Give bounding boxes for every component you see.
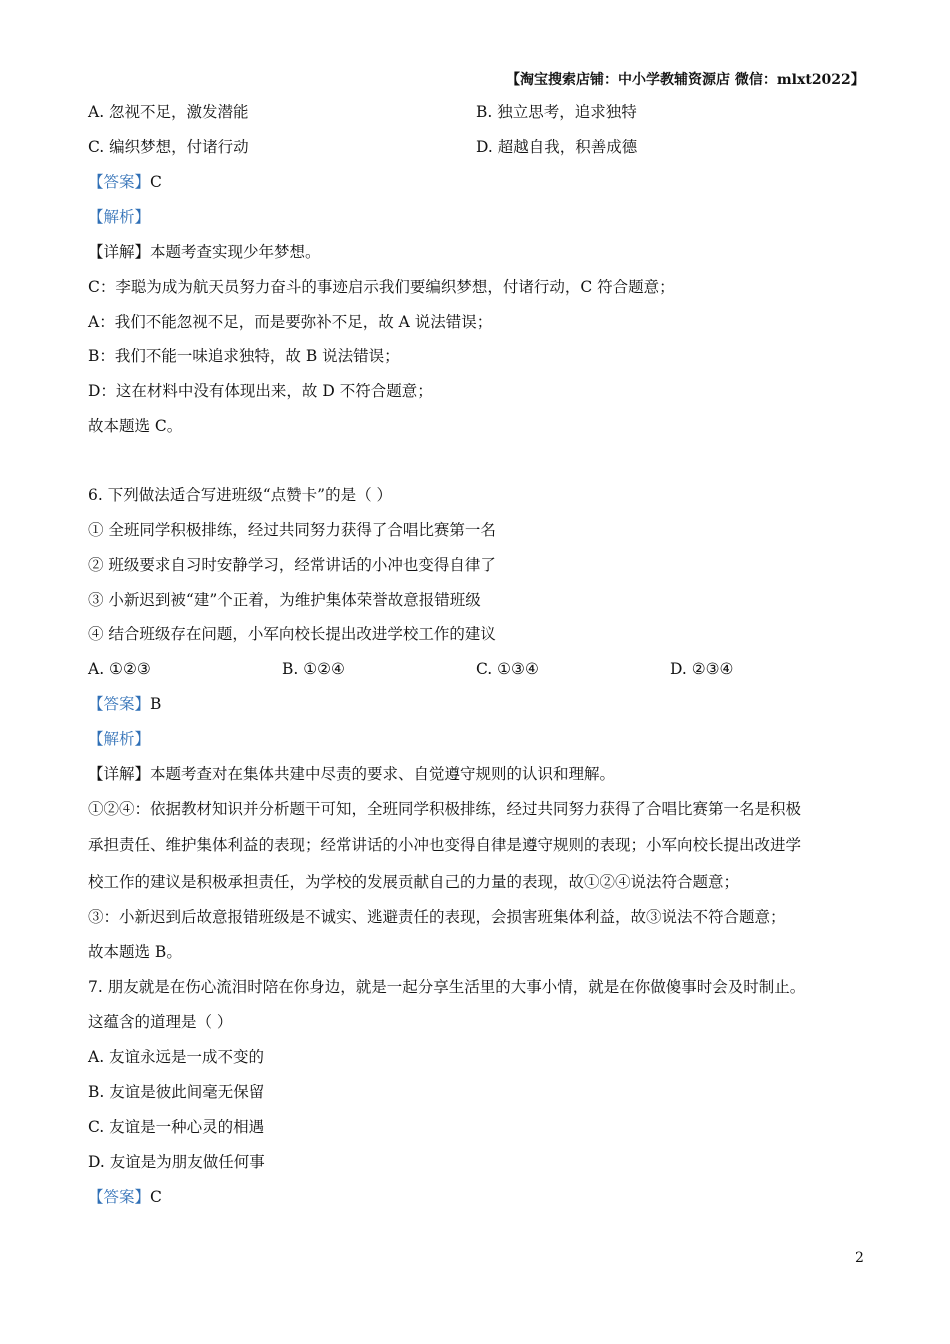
q7-stem: 7. 朋友就是在伤心流泪时陪在你身边，就是一起分享生活里的大事小情，就是在你做傻事时会及时制止。 — [88, 978, 806, 996]
q6-item: ② 班级要求自习时安静学习，经常讲话的小冲也变得自律了 — [88, 556, 496, 574]
q7-option-a: A. 友谊永远是一成不变的 — [88, 1048, 265, 1066]
q5-explanation-line: 故本题选 C。 — [88, 417, 183, 435]
q7-option-d: D. 友谊是为朋友做任何事 — [88, 1153, 265, 1171]
q6-option-b: B. ①②④ — [282, 660, 345, 678]
q6-item: ① 全班同学积极排练，经过共同努力获得了合唱比赛第一名 — [88, 521, 496, 539]
q7-stem-continued: 这蕴含的道理是（ ） — [88, 1013, 233, 1031]
answer-label: 【答案】 — [88, 173, 151, 191]
q6-explanation-line: ①②④：依据教材知识并分析题干可知，全班同学积极排练，经过共同努力获得了合唱比赛第一名是积极 — [88, 800, 802, 818]
answer-value: C — [150, 1188, 162, 1206]
q5-explanation-line: D：这在材料中没有体现出来，故 D 不符合题意； — [88, 382, 433, 400]
q6-option-a: A. ①②③ — [88, 660, 151, 678]
answer-value: B — [150, 695, 162, 713]
q6-explanation-line: 承担责任、维护集体利益的表现；经常讲话的小冲也变得自律是遵守规则的表现；小军向校长提出改进学 — [88, 836, 802, 854]
answer-label: 【答案】 — [88, 695, 151, 713]
q6-option-d: D. ②③④ — [670, 660, 734, 678]
page-header: 【淘宝搜索店铺：中小学教辅资源店 微信：mlxt2022】 — [506, 72, 865, 88]
q6-item: ④ 结合班级存在问题，小军向校长提出改进学校工作的建议 — [88, 625, 496, 643]
q5-option-c: C. 编织梦想，付诸行动 — [88, 138, 249, 156]
q5-explanation-line: A：我们不能忽视不足，而是要弥补不足，故 A 说法错误； — [88, 313, 493, 331]
q5-detail — [88, 241, 321, 263]
q6-explanation-line: ③：小新迟到后故意报错班级是不诚实、逃避责任的表现，会损害班集体利益，故③说法不符合题意； — [88, 908, 786, 926]
q6-stem: 6. 下列做法适合写进班级“点赞卡”的是（ ） — [88, 486, 392, 504]
answer-label: 【答案】 — [88, 1188, 151, 1206]
detail-text: 本题考查对在集体共建中尽责的要求、自觉遵守规则的认识和理解。 — [150, 765, 616, 783]
q5-option-d: D. 超越自我，积善成德 — [476, 138, 638, 156]
q5-analysis-label: 【解析】 — [88, 208, 151, 226]
detail-text: 本题考查实现少年梦想。 — [150, 243, 321, 261]
q5-answer — [88, 171, 162, 193]
q7-option-c: C. 友谊是一种心灵的相遇 — [88, 1118, 265, 1136]
q6-option-c: C. ①③④ — [476, 660, 539, 678]
q6-explanation-line: 故本题选 B。 — [88, 943, 182, 961]
detail-label: 【详解】 — [88, 765, 151, 783]
q5-option-a: A. 忽视不足，激发潜能 — [88, 103, 249, 121]
q6-explanation-line: 校工作的建议是积极承担责任，为学校的发展贡献自己的力量的表现，故①②④说法符合题意； — [88, 873, 740, 891]
page-number: 2 — [855, 1250, 864, 1266]
q6-detail — [88, 763, 615, 785]
q7-answer — [88, 1186, 162, 1208]
q6-item: ③ 小新迟到被“建”个正着，为维护集体荣誉故意报错班级 — [88, 591, 481, 609]
q7-option-b: B. 友谊是彼此间毫无保留 — [88, 1083, 265, 1101]
q5-option-b: B. 独立思考，追求独特 — [476, 103, 637, 121]
q6-analysis-label: 【解析】 — [88, 730, 151, 748]
q5-explanation-line: C：李聪为成为航天员努力奋斗的事迹启示我们要编织梦想，付诸行动，C 符合题意； — [88, 278, 675, 296]
q5-explanation-line: B：我们不能一味追求独特，故 B 说法错误； — [88, 347, 400, 365]
answer-value: C — [150, 173, 162, 191]
q6-answer — [88, 693, 161, 715]
detail-label: 【详解】 — [88, 243, 151, 261]
